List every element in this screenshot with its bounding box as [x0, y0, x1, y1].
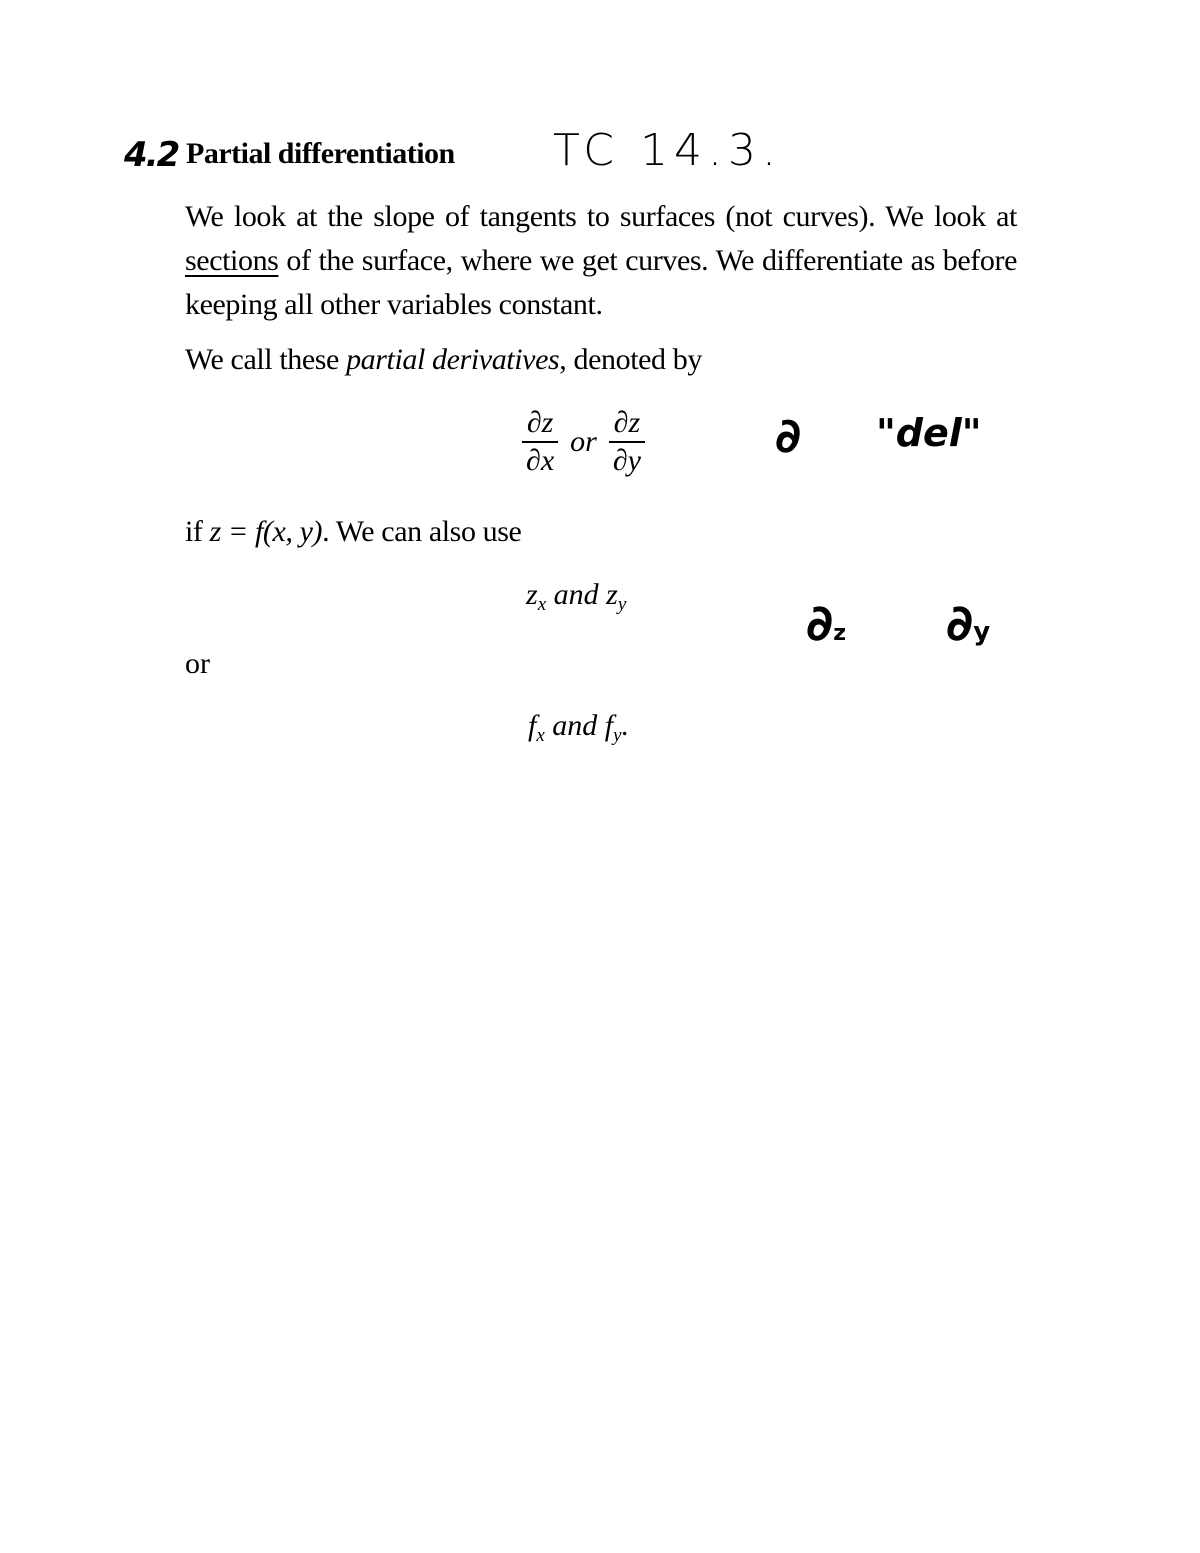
paragraph-text-start: We look at the slope of tangents to surfaces (not curves). We look at — [185, 200, 1017, 233]
fraction-connector: or — [570, 425, 597, 458]
notation-connector: and — [544, 709, 605, 742]
handwritten-subscript: z — [833, 621, 847, 646]
notation-base: f — [528, 709, 537, 742]
fraction-denominator: ∂y — [609, 441, 645, 479]
section-title: Partial differentiation — [186, 137, 455, 170]
section-number: 4.2 — [124, 135, 179, 175]
handwritten-del-word: "del" — [876, 411, 982, 455]
notation-subscript: y — [617, 594, 627, 615]
handwritten-del-symbol: ∂ — [775, 408, 802, 464]
function-definition-sentence — [185, 515, 521, 549]
subscript-notation — [526, 578, 626, 616]
fraction-numerator: ∂z — [526, 406, 554, 439]
partial-derivative-fractions — [522, 405, 645, 479]
handwritten-partial-symbol: ∂ — [806, 594, 834, 652]
function-expression: z = f(x, y) — [209, 515, 323, 548]
fraction-denominator: ∂x — [522, 441, 558, 479]
handwritten-partial-y — [946, 594, 990, 652]
call-suffix: , denoted by — [559, 343, 702, 376]
notation-end: . — [621, 709, 630, 742]
partial-derivatives-sentence — [185, 343, 702, 377]
notation-subscript: x — [536, 725, 545, 746]
underlined-word-sections: sections — [185, 244, 279, 277]
intro-paragraph — [185, 195, 1017, 327]
notation-subscript: x — [537, 594, 547, 615]
paragraph-text-end: of the surface, where we get curves. We differentiate as before keeping all other variables constant. — [185, 244, 1017, 321]
notation-connector: and — [546, 578, 607, 611]
function-subscript-notation — [528, 709, 629, 747]
notation-base: z — [526, 578, 538, 611]
fraction-dz-dy — [609, 405, 645, 479]
handwritten-partial-symbol: ∂ — [946, 594, 974, 652]
notation-base: z — [606, 578, 618, 611]
fraction-dz-dx — [522, 405, 558, 479]
handwritten-reference-note: TC 14.3. — [553, 125, 782, 176]
notation-base: f — [604, 709, 614, 742]
handwritten-subscript: y — [973, 617, 991, 647]
handwritten-partial-z — [806, 594, 846, 652]
notation-subscript: y — [613, 725, 622, 746]
call-prefix: We call these — [185, 343, 347, 376]
or-text: or — [185, 647, 210, 680]
fraction-numerator: ∂z — [613, 406, 641, 439]
if-prefix: if — [185, 515, 210, 548]
if-suffix: . We can also use — [322, 515, 522, 548]
partial-derivatives-term: partial derivatives — [346, 343, 560, 376]
